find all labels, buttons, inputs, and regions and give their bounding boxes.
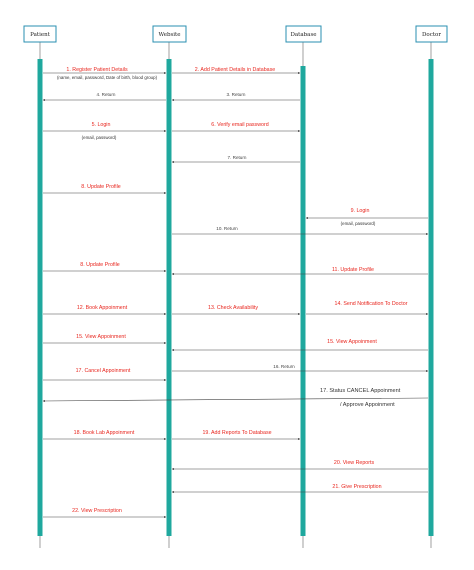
message-13 (43, 305, 166, 314)
actor-website (153, 26, 186, 42)
message-4 (43, 92, 166, 100)
message-6 (172, 122, 300, 131)
actor-database (286, 26, 321, 42)
message-7 (172, 155, 300, 162)
message-1 (43, 67, 166, 80)
message-20 (43, 388, 428, 408)
message-23 (172, 460, 428, 469)
message-2-label: 2. Add Patient Details in Database (194, 67, 276, 73)
message-21 (43, 430, 166, 439)
message-11-label: 8. Update Profile (80, 262, 120, 268)
actor-doctor-label: Doctor (422, 32, 441, 38)
message-1-label: 1. Register Patient Details (66, 67, 128, 73)
message-11 (43, 262, 166, 271)
message-4-label: 4. Return (96, 92, 116, 97)
actor-doctor (416, 26, 447, 42)
message-10 (172, 226, 428, 234)
message-12-label: 11. Update Profile (331, 267, 375, 273)
message-22 (172, 430, 300, 439)
message-10-label: 10. Return (216, 226, 238, 231)
message-12 (172, 267, 428, 274)
message-19 (172, 364, 428, 371)
message-7-label: 7. Return (227, 155, 247, 160)
message-3 (172, 92, 300, 100)
message-21-label: 18. Book Lab Appoinment (73, 430, 135, 436)
database-activation (301, 66, 306, 536)
message-15-label: 14. Send Notification To Doctor (334, 301, 408, 307)
message-8 (43, 184, 166, 193)
website-activation (167, 59, 172, 536)
message-18-label: 17. Cancel Appoinment (75, 368, 131, 374)
doctor-activation (429, 59, 434, 536)
message-3-label: 3. Return (226, 92, 246, 97)
message-16-label: 15. View Appoinment (76, 334, 126, 340)
message-24-label: 21. Give Prescription (332, 484, 382, 490)
message-14-label: 13. Check Availability (208, 305, 258, 311)
actor-database-label: Database (290, 32, 317, 38)
message-16 (43, 334, 166, 343)
message-9 (306, 208, 428, 226)
message-5-sub: (email, password) (81, 135, 117, 140)
message-9-sub: (email, password) (340, 221, 376, 226)
message-17 (172, 339, 428, 350)
message-20-label: 17. Status CANCEL Appoinment (320, 388, 401, 394)
message-19-label: 16. Return (273, 364, 295, 369)
message-24 (172, 484, 428, 492)
message-2 (172, 67, 300, 73)
message-14 (172, 305, 300, 314)
message-5 (43, 122, 166, 140)
message-1-sub: (name, email, password, Date of birth, blood group) (56, 75, 158, 80)
message-17-label: 15. View Appoinment (327, 339, 377, 345)
message-23-label: 20. View Reports (333, 460, 375, 466)
message-13-label: 12. Book Appoinment (76, 305, 128, 311)
actor-website-label: Website (158, 32, 181, 38)
message-6-label: 6. Verify email password (211, 122, 269, 128)
message-18 (43, 368, 166, 380)
patient-activation (38, 59, 43, 536)
message-20-sub: / Approve Appoinment (340, 402, 395, 408)
message-25-label: 22. View Prescription (72, 508, 122, 514)
message-9-label: 9. Login (350, 208, 370, 214)
message-25 (43, 508, 166, 517)
message-8-label: 8. Update Profile (81, 184, 121, 190)
message-5-label: 5. Login (91, 122, 111, 128)
actor-patient-label: Patient (30, 32, 50, 38)
message-22-label: 19. Add Reports To Database (202, 430, 272, 436)
message-15 (306, 301, 428, 314)
actor-patient (24, 26, 56, 42)
